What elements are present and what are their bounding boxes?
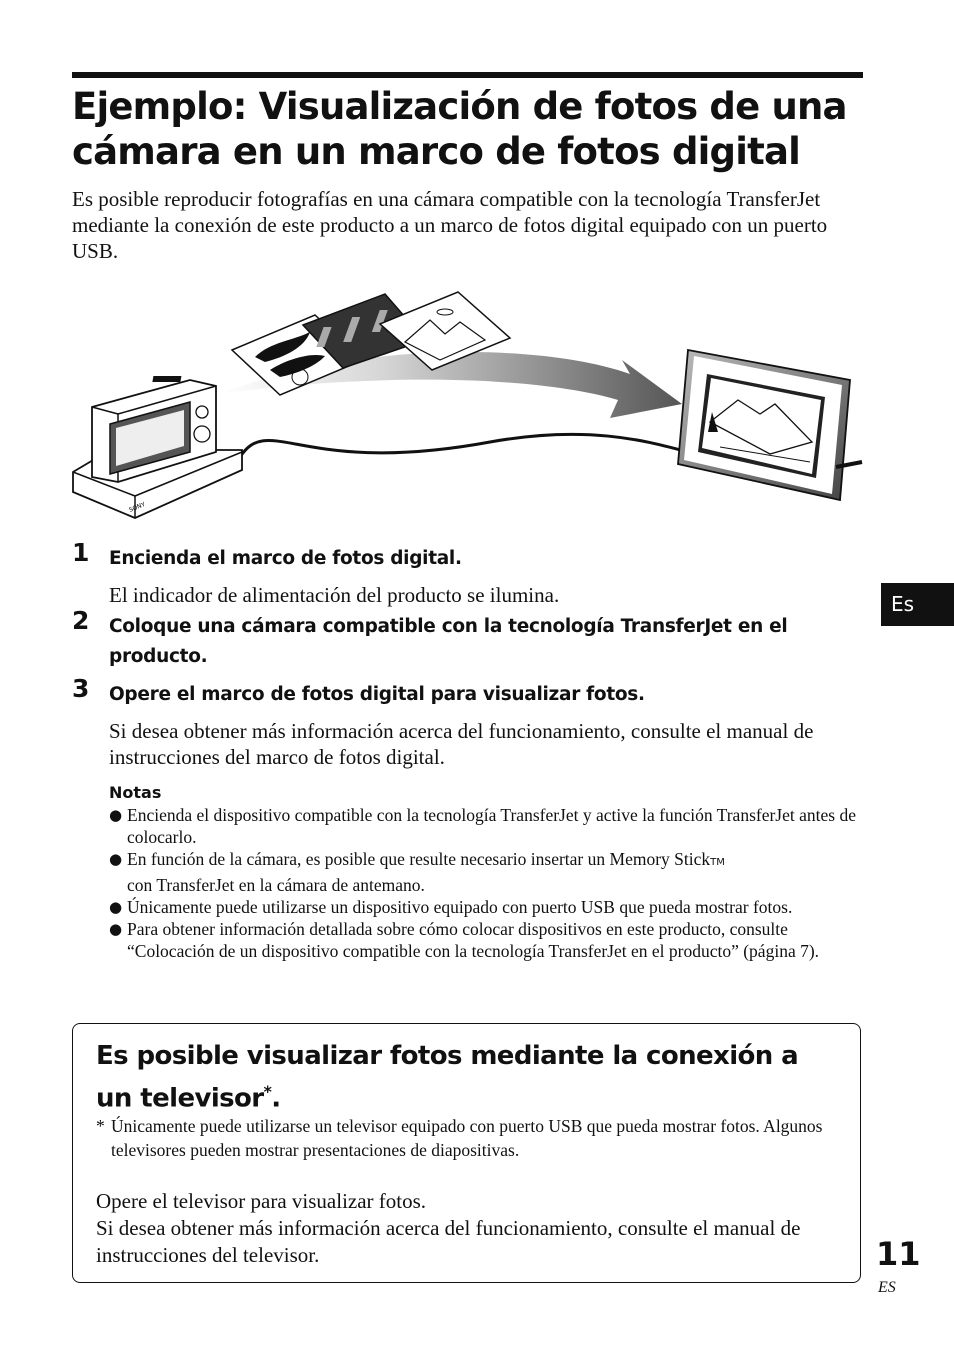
notes-title: Notas — [109, 783, 162, 802]
top-rule — [72, 72, 863, 78]
intro-paragraph: Es posible reproducir fotografías en una cámara compatible con la tecnología TransferJet mediante la conexión de este producto a un marco de fotos digital equipado con un puerto USB. — [72, 187, 828, 263]
step-number: 1 — [72, 538, 90, 567]
bullet-icon: ● — [109, 850, 123, 868]
step-3 — [72, 674, 863, 770]
page-title: Ejemplo: Visualización de fotos de una cámara en un marco de fotos digital — [72, 85, 847, 173]
tv-box-title: Es posible visualizar fotos mediante la conexión a un televisor*. — [96, 1041, 799, 1114]
step-title: Encienda el marco de fotos digital. — [109, 548, 462, 569]
bullet-icon: ● — [109, 806, 123, 824]
trademark-mark: TM — [710, 857, 725, 868]
tv-line-1: Opere el televisor para visualizar fotos. — [96, 1189, 427, 1213]
bullet-icon: ● — [109, 920, 123, 938]
usb-cable — [240, 434, 688, 457]
transfer-illustration — [70, 282, 870, 527]
digital-photo-frame — [678, 350, 862, 500]
note-item: ● En función de la cámara, es posible que resulte necesario insertar un Memory StickTM con TransferJet en la cámara de antemano. — [109, 849, 725, 895]
notes-list — [109, 804, 863, 962]
step-number: 3 — [72, 674, 90, 703]
note-item: ● Únicamente puede utilizarse un dispositivo equipado con puerto USB que pueda mostrar fotos. — [109, 897, 793, 917]
page-language: ES — [878, 1279, 896, 1296]
note-item: ● Para obtener información detallada sobre cómo colocar dispositivos en este producto, consulte “Colocación de un dispositivo compatible con la tecnología TransferJet en el producto” (página 7). — [109, 919, 820, 961]
bullet-icon: ● — [109, 898, 123, 916]
step-title: Opere el marco de fotos digital para visualizar fotos. — [109, 684, 645, 705]
language-tab: Es — [881, 583, 954, 626]
step-number: 2 — [72, 606, 90, 635]
tv-footnote: * Únicamente puede utilizarse un televisor equipado con puerto USB que pueda mostrar fotos. Algunos televisores pueden mostrar presentaciones de diapositivas. — [96, 1116, 823, 1160]
page-number: 11 — [876, 1235, 921, 1273]
footnote-marker: * — [263, 1082, 272, 1101]
tv-info-box — [72, 1023, 861, 1283]
note-item: ● Encienda el dispositivo compatible con la tecnología TransferJet y active la función TransferJet antes de colocarlo. — [109, 805, 856, 847]
step-2 — [72, 606, 863, 672]
step-title: Coloque una cámara compatible con la tecnología TransferJet en el producto. — [109, 616, 788, 667]
steps-list — [72, 538, 863, 962]
step-description: Si desea obtener más información acerca del funcionamiento, consulte el manual de instrucciones del marco de fotos digital. — [109, 719, 814, 769]
notes-section — [109, 782, 863, 962]
asterisk-icon: * — [96, 1116, 105, 1136]
tv-box-body — [96, 1188, 846, 1269]
step-1 — [72, 538, 863, 608]
dock-brand-label: SONY — [128, 501, 147, 514]
tv-line-2: Si desea obtener más información acerca del funcionamiento, consulte el manual de instrucciones del televisor. — [96, 1216, 801, 1267]
step-description: El indicador de alimentación del producto se ilumina. — [109, 583, 560, 607]
